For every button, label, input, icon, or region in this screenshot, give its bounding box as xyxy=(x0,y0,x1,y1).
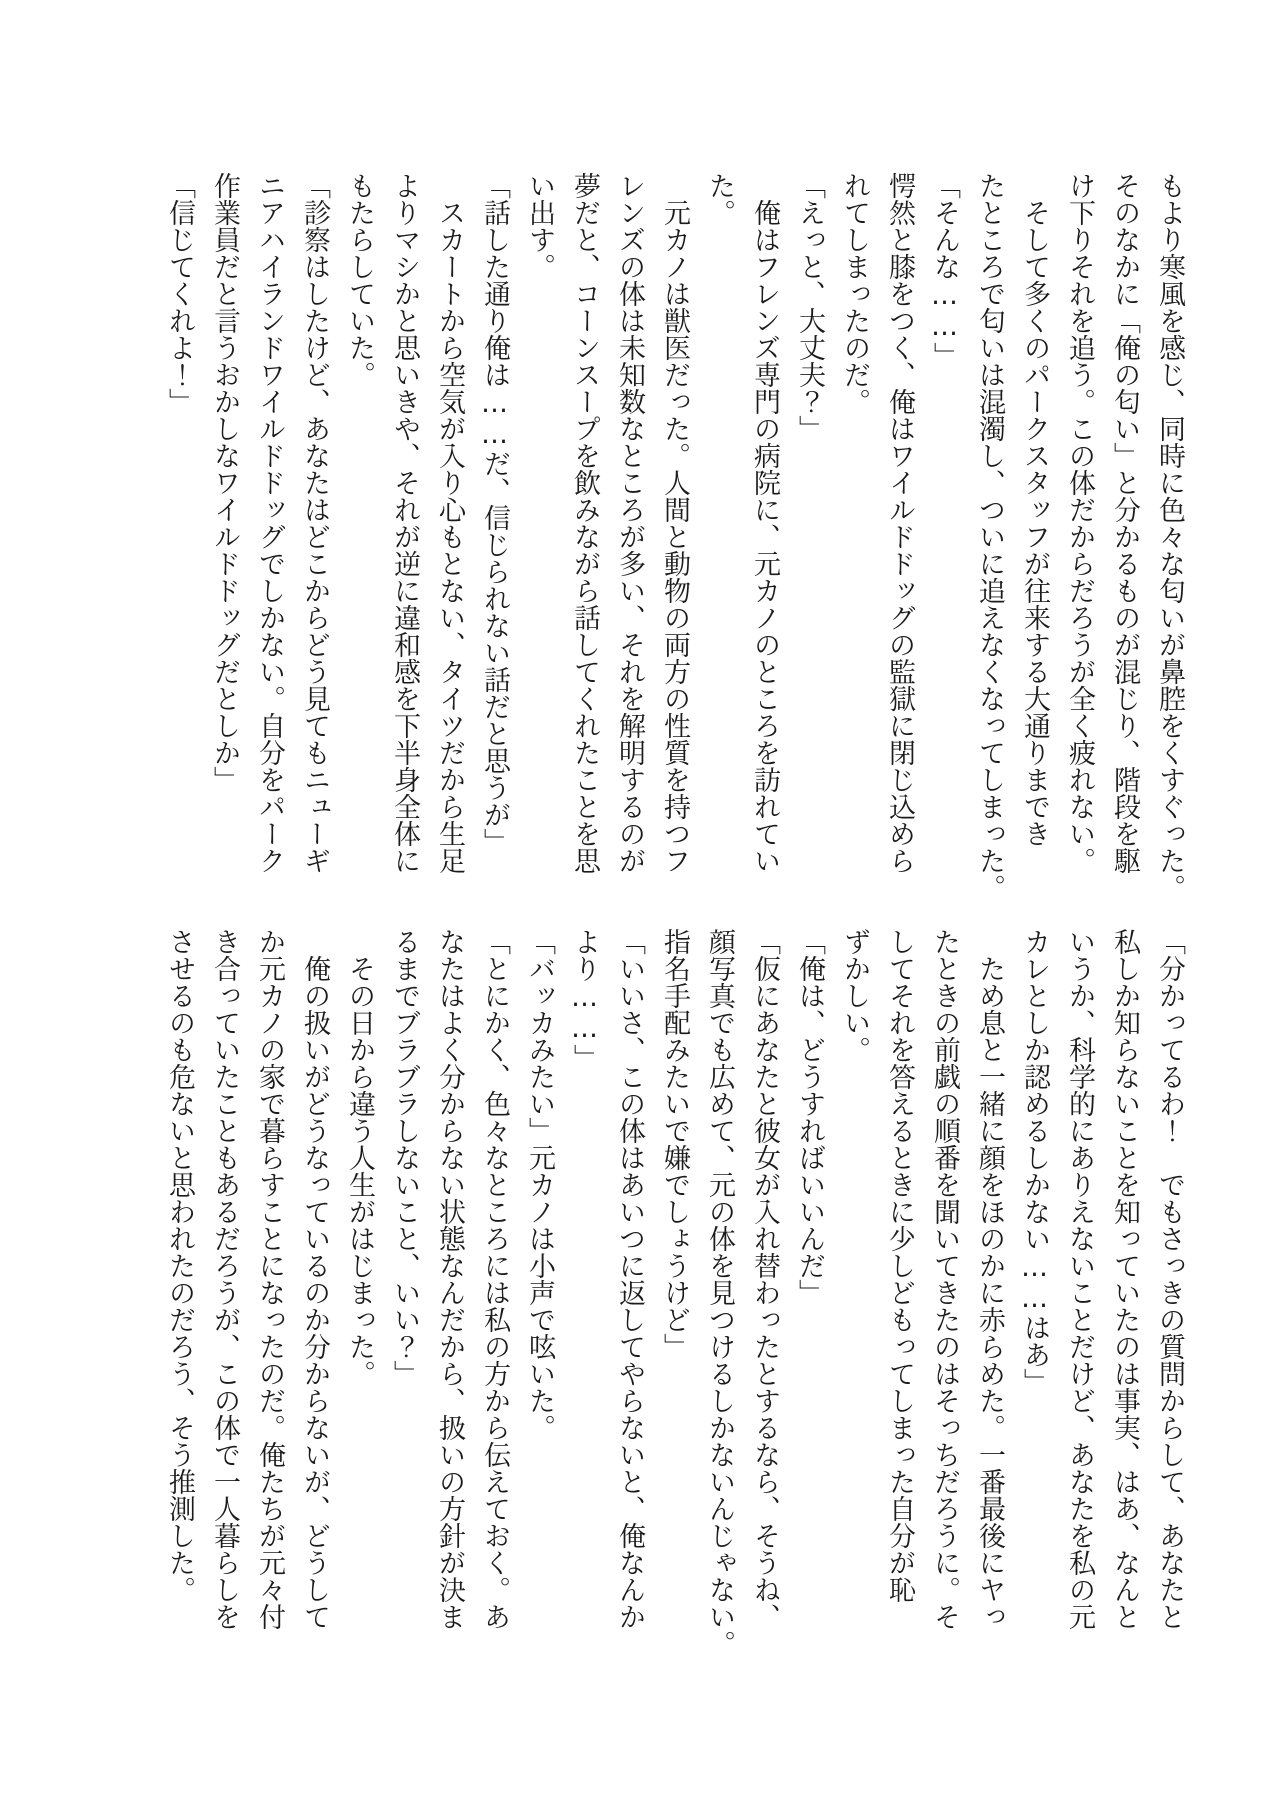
paragraph-block-bottom xyxy=(157,928,1192,1666)
text-line: け下りそれを追う。この体だからだろうが全く疲れない。 xyxy=(1064,172,1095,874)
text-line: い出す。 xyxy=(524,172,555,280)
text-line: その日から違う人生がはじまった。 xyxy=(344,928,375,1387)
text-line: たところで匂いは混濁し、ついに追えなくなってしまった。 xyxy=(974,172,1005,901)
paragraph-block-top xyxy=(157,172,1192,910)
text-line: レンズの体は未知数なところが多い、それを解明するのが xyxy=(614,172,645,874)
text-line: 私しか知らないことを知っていたのは事実、はあ、なんと xyxy=(1109,928,1140,1630)
text-line: いうか、科学的にありえないことだけど、あなたを私の元 xyxy=(1064,928,1095,1630)
text-line: より……」 xyxy=(569,928,600,1071)
text-line: よりマシかと思いきや、それが逆に違和感を下半身全体に xyxy=(389,172,420,874)
text-line: 俺の扱いがどうなっているのか分からないが、どうして xyxy=(299,928,330,1630)
text-line: た。 xyxy=(704,172,735,226)
text-line: 「えっと、大丈夫？」 xyxy=(794,172,825,442)
text-line: スカートから空気が入り心もとない、タイツだから生足 xyxy=(434,172,465,874)
text-line: させるのも危ないと思われたのだろう、そう推測した。 xyxy=(164,928,195,1603)
text-line: カレとしか認めるしかない……はあ」 xyxy=(1019,928,1050,1395)
text-line: たときの前戯の順番を聞いてきたのはそっちだろうに。そ xyxy=(929,928,960,1630)
text-line: ため息と一緒に顔をほのかに赤らめた。一番最後にヤっ xyxy=(974,928,1005,1630)
text-line: 愕然と膝をつく、俺はワイルドドッグの監獄に閉じ込めら xyxy=(884,172,915,874)
text-line: 顔写真でも広めて、元の体を見つけるしかないんじゃない。 xyxy=(704,928,735,1657)
text-line: 「とにかく、色々なところには私の方から伝えておく。あ xyxy=(479,928,510,1630)
text-line: なたはよく分からない状態なんだから、扱いの方針が決ま xyxy=(434,928,465,1630)
text-line: るまでブラブラしないこと、いい？」 xyxy=(389,928,420,1387)
text-line: してそれを答えるときに少しどもってしまった自分が恥 xyxy=(884,928,915,1603)
text-line: れてしまったのだ。 xyxy=(839,172,870,415)
text-line: 「バッカみたい」元カノは小声で呟いた。 xyxy=(524,928,555,1441)
text-line: 「診察はしたけど、あなたはどこからどう見てもニューギ xyxy=(299,172,330,874)
text-line: もたらしていた。 xyxy=(344,172,375,388)
text-line: 指名手配みたいで嫌でしょうけど」 xyxy=(659,928,690,1360)
text-line: 「いいさ、この体はあいつに返してやらないと、俺なんか xyxy=(614,928,645,1630)
text-line: 「俺は、どうすればいいんだ」 xyxy=(794,928,825,1306)
text-line: そして多くのパークスタッフが往来する大通りまでき xyxy=(1019,172,1050,847)
text-line: 夢だと、コーンスープを飲みながら話してくれたことを思 xyxy=(569,172,600,874)
text-line: か元カノの家で暮らすことになったのだ。俺たちが元々付 xyxy=(254,928,285,1630)
text-line: 俺はフレンズ専門の病院に、元カノのところを訪れてい xyxy=(749,172,780,874)
text-line: ニアハイランドワイルドドッグでしかない。自分をパーク xyxy=(254,172,285,874)
text-line: 「分かってるわ！ でもさっきの質問からして、あなたと xyxy=(1154,928,1185,1630)
text-line: ずかしい。 xyxy=(839,928,870,1063)
text-line: 「そんな……」 xyxy=(929,172,960,369)
text-line: き合っていたこともあるだろうが、この体で一人暮らしを xyxy=(209,928,240,1630)
text-line: 「仮にあなたと彼女が入れ替わったとするなら、そうね、 xyxy=(749,928,780,1630)
text-line: 作業員だと言うおかしなワイルドドッグだとしか」 xyxy=(209,172,240,793)
text-line: 元カノは獣医だった。人間と動物の両方の性質を持つフ xyxy=(659,172,690,874)
text-line: もより寒風を感じ、同時に色々な匂いが鼻腔をくすぐった。 xyxy=(1154,172,1185,901)
text-line: そのなかに「俺の匂い」と分かるものが混じり、階段を駆 xyxy=(1109,172,1140,874)
text-line: 「信じてくれよ！」 xyxy=(164,172,195,415)
text-line: 「話した通り俺は……だ、信じられない話だと思うが」 xyxy=(479,172,510,855)
